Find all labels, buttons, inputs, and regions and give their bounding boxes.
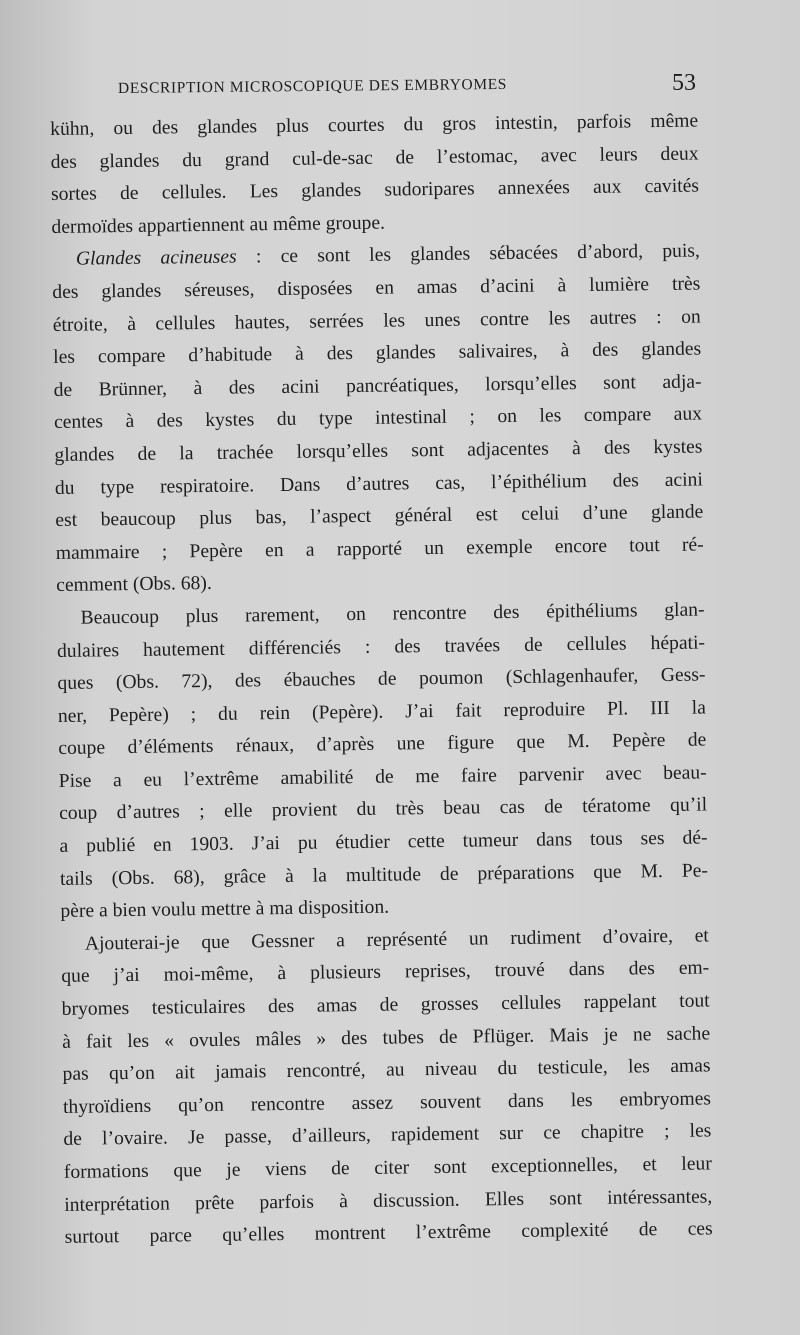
text-line: des glandes séreuses, disposées en amas d’acini à lumière très	[52, 273, 701, 303]
text-line: mammaire ; Pepère en a rapporté un exemple encore tout ré-	[55, 534, 704, 564]
text-line: interprétation prête parfois à discussion. Elles sont intéressantes,	[64, 1186, 713, 1216]
text-line: ques (Obs. 72), des ébauches de poumon (Schlagenhaufer, Gess-	[57, 664, 706, 695]
paragraph-3	[56, 594, 708, 928]
paragraph-2	[52, 236, 705, 603]
text-line: de Brünner, à des acini pancréatiques, lorsqu’elles sont adja-	[53, 371, 702, 401]
text-line: kühn, ou des glandes plus courtes du gros intestin, parfois même	[50, 110, 699, 140]
text-line: étroite, à cellules hautes, serrées les unes contre les autres : on	[52, 306, 701, 336]
text-line: Beaucoup plus rarement, on rencontre des épithéliums glan-	[80, 599, 705, 629]
text-line: formations que je viens de citer sont exceptionnelles, et leur	[63, 1153, 712, 1183]
text-line: Ajouterai-je que Gessner a représenté un rudiment d’ovaire, et	[84, 925, 709, 955]
text-line: bryomes testiculaires des amas de grosses cellules rappelant tout	[61, 990, 710, 1020]
text-line: a publié en 1903. J’ai pu étudier cette tumeur dans tous ses dé-	[59, 827, 708, 857]
text-line: Pise a eu l’extrême amabilité de me faire parvenir avec beau-	[58, 762, 707, 792]
italic-lead: Glandes acineuses	[75, 246, 237, 271]
running-head	[117, 70, 698, 106]
text-line: coup d’autres ; elle provient du très beau cas de tératome qu’il	[59, 794, 708, 825]
paragraph-1	[50, 106, 700, 245]
body-text	[50, 106, 713, 1255]
page-number: 53	[672, 70, 696, 96]
text-line: du type respiratoire. Dans d’autres cas, l’épithélium des acini	[54, 469, 703, 499]
text-line: thyroïdiens qu’on rencontre assez souvent dans les embryomes	[62, 1088, 712, 1118]
paragraph-4	[61, 920, 713, 1254]
text-line: tails (Obs. 68), grâce à la multitude de préparations que M. Pe-	[59, 860, 709, 890]
text-line: est beaucoup plus bas, l’aspect général est celui d’une glande	[55, 501, 704, 532]
text-line: sortes de cellules. Les glandes sudoripares annexées aux cavités	[50, 175, 700, 206]
text-line: centes à des kystes du type intestinal ; on les compare aux	[53, 403, 703, 434]
text-line-rest: : ce sont les glandes sébacées d’abord, puis,	[236, 240, 700, 268]
text-line: coupe d’éléments rénaux, d’après une figure que M. Pepère de	[58, 729, 707, 760]
text-line: à fait les « ovules mâles » des tubes de Pflüger. Mais je ne sache	[62, 1023, 711, 1053]
text-line: surtout parce qu’elles montrent l’extrême complexité de ces	[64, 1218, 713, 1249]
text-line: ner, Pepère) ; du rein (Pepère). J’ai fait reproduire Pl. III la	[57, 697, 706, 727]
running-title: DESCRIPTION MICROSCOPIQUE DES EMBRYOMES	[117, 75, 508, 97]
text-line: cemment (Obs. 68).	[56, 573, 212, 597]
text-line: des glandes du grand cul-de-sac de l’estomac, avec leurs deux	[50, 143, 699, 173]
text-line: de l’ovaire. Je passe, d’ailleurs, rapidement sur ce chapitre ; les	[63, 1120, 712, 1151]
text-line: dermoïdes appartiennent au même groupe.	[51, 212, 386, 238]
text-line: dulaires hautement différenciés : des travées de cellules hépati-	[56, 631, 706, 662]
text-line: pas qu’on ait jamais rencontré, au niveau du testicule, les amas	[62, 1055, 711, 1086]
text-line: les compare d’habitude à des glandes salivaires, à des glandes	[53, 338, 702, 369]
text-line: père a bien voulu mettre à ma disposition.	[60, 896, 390, 923]
text-line: glandes de la trachée lorsqu’elles sont adjacentes à des kystes	[54, 436, 703, 466]
text-line: que j’ai moi-même, à plusieurs reprises, trouvé dans des em-	[61, 957, 710, 988]
